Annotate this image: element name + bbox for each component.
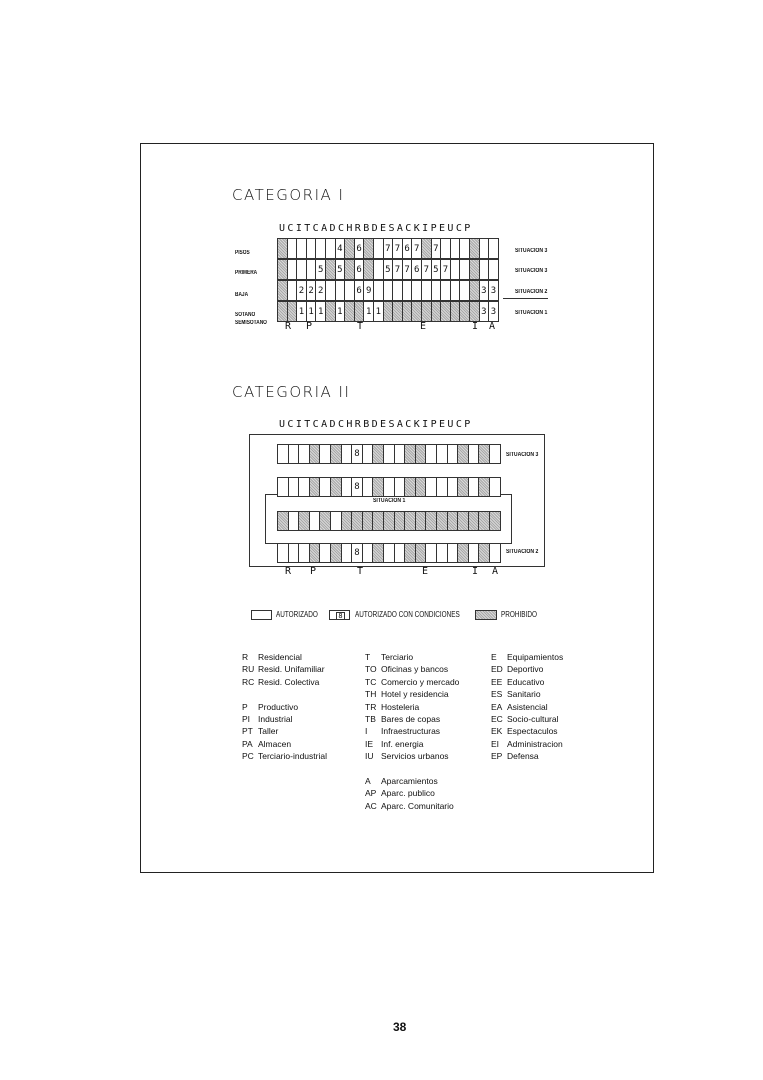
- code-description: Deportivo: [507, 664, 544, 675]
- code-description: Terciario: [381, 652, 414, 662]
- code-entry: [365, 787, 459, 799]
- cat1-cell: 2: [315, 280, 326, 301]
- cat1-cell: 1: [335, 301, 346, 322]
- cat1-cell: 7: [392, 259, 403, 280]
- code-description: Aparcamientos: [381, 776, 438, 787]
- cat1-cell: 6: [411, 259, 422, 280]
- code-entry: [491, 738, 563, 750]
- code-entry: [491, 651, 563, 663]
- code-description: Administracion: [507, 738, 563, 749]
- code-entry: [365, 663, 459, 675]
- cat1-bottom-e: E: [420, 321, 428, 332]
- cat1-cell: 7: [421, 259, 432, 280]
- cat1-cell: 5: [335, 259, 346, 280]
- cat1-cell: 1: [373, 301, 384, 322]
- code-entry: [365, 775, 459, 787]
- cat1-cell: 6: [354, 238, 365, 259]
- code-key: A: [365, 776, 371, 787]
- cat1-title: CATEGORIA I: [232, 186, 345, 204]
- cat2-column-codes: UCITCADCHRBDESACKIPEUCP: [279, 419, 473, 430]
- code-entry: [365, 738, 459, 750]
- code-entry: [491, 663, 563, 675]
- code-entry: [365, 750, 459, 762]
- code-description: Defensa: [507, 751, 539, 762]
- codes-column-1: [242, 651, 327, 763]
- cat1-bottom-i: I: [472, 321, 480, 332]
- code-description: Comercio y mercado: [381, 676, 460, 687]
- code-description: Inf. energia: [381, 738, 424, 749]
- cat2-bottom-r: R: [285, 566, 293, 577]
- cat1-cell: 3: [479, 301, 490, 322]
- codes-column-2: [365, 651, 459, 812]
- code-entry: [242, 688, 327, 700]
- cat2-bottom-i: I: [472, 566, 480, 577]
- cat1-bottom-p: P: [306, 321, 314, 332]
- cat1-situacion-3a: SITUACION 3: [515, 248, 548, 254]
- cat1-cell: 6: [354, 280, 365, 301]
- code-entry: [491, 676, 563, 688]
- code-entry: [242, 750, 327, 762]
- cat1-cell: 7: [431, 238, 442, 259]
- cat1-cell: 1: [315, 301, 326, 322]
- cat1-cell: 7: [383, 238, 394, 259]
- code-entry: [365, 676, 459, 688]
- code-key: R: [242, 652, 249, 662]
- cat1-cell: 1: [363, 301, 374, 322]
- cat1-cell: 5: [315, 259, 326, 280]
- cat1-cell: 7: [440, 259, 451, 280]
- code-key: AP: [365, 788, 377, 799]
- code-entry: [491, 701, 563, 713]
- cat1-cell: 3: [479, 280, 490, 301]
- code-entry: [242, 725, 327, 737]
- code-entry: [365, 713, 459, 725]
- cat2-bottom-a: A: [492, 566, 500, 577]
- code-entry: [365, 688, 459, 700]
- cat1-situacion-3b: SITUACION 3: [515, 268, 548, 274]
- code-description: Servicios urbanos: [381, 751, 449, 762]
- code-key: EI: [491, 738, 500, 749]
- cat2-cell: [489, 477, 501, 497]
- cat1-situacion-divider: [503, 298, 548, 299]
- cat2-situacion-2: SITUACION 2: [506, 549, 539, 555]
- code-description: Sanitario: [507, 689, 541, 700]
- code-entry: [365, 763, 459, 775]
- cat1-cell: 7: [411, 238, 422, 259]
- cat1-bottom-t: T: [357, 321, 365, 332]
- row-label-baja: BAJA: [235, 292, 249, 298]
- code-key: EP: [491, 751, 503, 762]
- cat1-situacion-1: SITUACION 1: [515, 310, 548, 316]
- code-entry: [365, 725, 459, 737]
- code-key: EE: [491, 676, 503, 687]
- cat1-cell: 6: [402, 238, 413, 259]
- code-description: Educativo: [507, 676, 545, 687]
- code-description: Asistencial: [507, 701, 548, 712]
- code-description: [381, 763, 383, 775]
- row-label-sotano: SOTANO: [235, 312, 256, 318]
- code-description: Infraestructuras: [381, 726, 441, 737]
- codes-column-3: [491, 651, 563, 763]
- code-description: Socio-cultural: [507, 714, 559, 725]
- code-key: PC: [242, 751, 254, 762]
- code-key: EA: [491, 701, 503, 712]
- cat2-title: CATEGORIA II: [232, 383, 351, 401]
- code-description: Productivo: [258, 701, 299, 712]
- code-entry: [242, 701, 327, 713]
- cat2-bottom-p: P: [310, 566, 318, 577]
- cat2-situacion-3: SITUACION 3: [506, 452, 539, 458]
- cat2-situacion-1: SITUACION 1: [373, 498, 406, 504]
- cat2-cell: 8: [351, 477, 363, 497]
- legend-condiciones-swatch: [329, 610, 350, 620]
- code-key: TB: [365, 714, 376, 725]
- row-label-semisotano: SEMISOTANO: [235, 320, 267, 326]
- cat1-cell: 1: [296, 301, 307, 322]
- legend-condiciones-label: AUTORIZADO CON CONDICIONES: [355, 610, 460, 619]
- code-entry: [491, 713, 563, 725]
- code-key: ED: [491, 664, 503, 675]
- legend-autorizado-label: AUTORIZADO: [276, 610, 318, 619]
- code-key: [365, 763, 381, 775]
- cat1-cell: 6: [354, 259, 365, 280]
- cat1-cell: 1: [306, 301, 317, 322]
- code-key: TO: [365, 664, 377, 675]
- cat1-cell: 9: [363, 280, 374, 301]
- code-key: E: [491, 652, 497, 662]
- code-key: [242, 688, 258, 700]
- code-key: AC: [365, 800, 377, 811]
- code-description: Terciario-industrial: [258, 751, 327, 762]
- code-description: Resid. Unifamiliar: [258, 664, 325, 675]
- code-key: ES: [491, 689, 503, 700]
- legend-autorizado-swatch: [251, 610, 272, 620]
- code-description: Bares de copas: [381, 714, 441, 725]
- legend-condiciones-symbol: 8: [336, 612, 345, 620]
- code-description: Aparc. publico: [381, 788, 435, 799]
- cat2-cell: [489, 444, 501, 464]
- code-description: Taller: [258, 726, 279, 737]
- cat1-cell: 2: [306, 280, 317, 301]
- cat1-cell: [488, 259, 499, 280]
- code-key: IU: [365, 751, 374, 762]
- cat1-cell: [488, 238, 499, 259]
- cat1-cell: 2: [296, 280, 307, 301]
- code-description: Industrial: [258, 714, 293, 725]
- cat1-cell: 3: [488, 301, 499, 322]
- code-description: [258, 688, 260, 700]
- code-entry: [365, 701, 459, 713]
- cat2-bottom-e: E: [422, 566, 430, 577]
- row-label-pisos: PISOS: [235, 250, 250, 256]
- code-key: RC: [242, 676, 255, 687]
- cat2-cell: [489, 511, 501, 531]
- code-description: Oficinas y bancos: [381, 664, 449, 675]
- legend-prohibido-label: PROHIBIDO: [501, 610, 537, 619]
- code-description: Residencial: [258, 652, 302, 662]
- code-key: PA: [242, 738, 253, 749]
- code-description: Espectaculos: [507, 726, 558, 737]
- code-key: PI: [242, 714, 251, 725]
- code-entry: [242, 676, 327, 688]
- legend-prohibido-swatch: [475, 610, 497, 620]
- code-entry: [242, 738, 327, 750]
- code-key: IE: [365, 738, 374, 749]
- row-label-primera: PRIMERA: [235, 270, 258, 276]
- cat2-cell: 8: [351, 444, 363, 464]
- code-key: RU: [242, 664, 255, 675]
- cat1-cell: 5: [431, 259, 442, 280]
- code-entry: [242, 713, 327, 725]
- code-entry: [365, 800, 459, 812]
- code-entry: [491, 688, 563, 700]
- code-entry: [491, 725, 563, 737]
- cat1-cell: 7: [392, 238, 403, 259]
- code-description: Almacen: [258, 738, 292, 749]
- code-key: TR: [365, 701, 377, 712]
- cat1-bottom-a: A: [489, 321, 497, 332]
- code-entry: [365, 651, 459, 663]
- cat1-column-codes: UCITCADCHRBDESACKIPEUCP: [279, 223, 473, 234]
- cat1-cell: 7: [402, 259, 413, 280]
- code-key: PT: [242, 726, 253, 737]
- code-key: TH: [365, 689, 377, 700]
- cat1-cell: 5: [383, 259, 394, 280]
- code-description: Hotel y residencia: [381, 689, 449, 700]
- code-key: I: [365, 726, 368, 737]
- cat1-bottom-r: R: [285, 321, 293, 332]
- code-entry: [491, 750, 563, 762]
- cat2-cell: [489, 543, 501, 563]
- cat2-bottom-t: T: [357, 566, 365, 577]
- page-number: 38: [393, 1020, 407, 1034]
- code-description: Resid. Colectiva: [258, 676, 320, 687]
- code-key: TC: [365, 676, 377, 687]
- code-key: T: [365, 652, 371, 662]
- cat1-cell: 4: [335, 238, 346, 259]
- code-description: Equipamientos: [507, 652, 564, 662]
- code-key: EK: [491, 726, 503, 737]
- code-key: EC: [491, 714, 503, 725]
- cat1-situacion-2: SITUACION 2: [515, 289, 548, 295]
- cat2-cell: 8: [351, 543, 363, 563]
- cat1-cell: 3: [488, 280, 499, 301]
- code-entry: [242, 651, 327, 663]
- code-key: P: [242, 701, 248, 712]
- code-description: Hosteleria: [381, 701, 420, 712]
- code-description: Aparc. Comunitario: [381, 800, 454, 811]
- code-entry: [242, 663, 327, 675]
